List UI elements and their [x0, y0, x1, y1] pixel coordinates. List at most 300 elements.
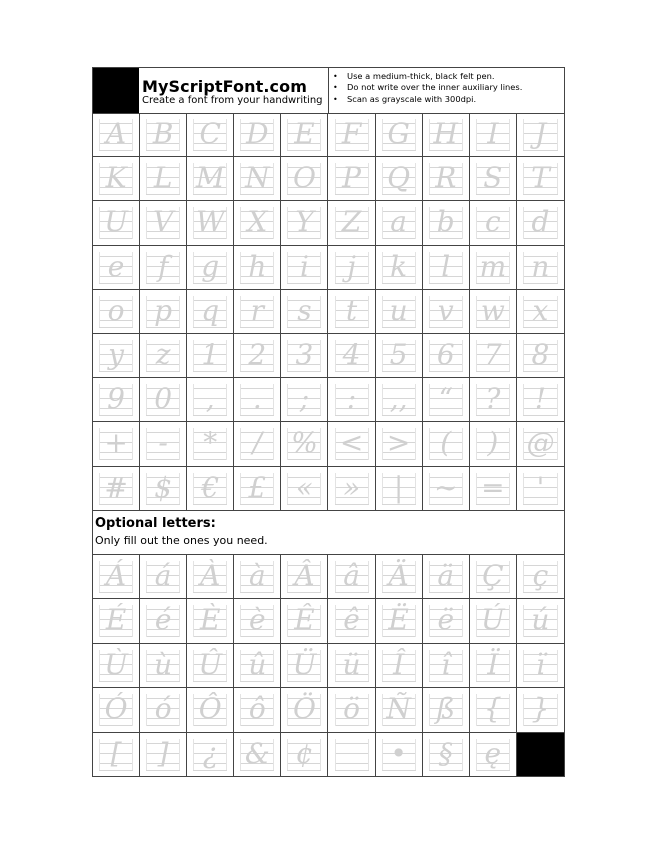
- glyph-cell: [93, 422, 140, 465]
- template-glyph: á: [154, 559, 172, 592]
- glyph-cell: [93, 644, 140, 687]
- instructions-box: [328, 68, 565, 113]
- template-glyph: ?: [485, 382, 501, 416]
- glyph-cell: [376, 467, 423, 510]
- template-glyph: Û: [198, 647, 223, 681]
- template-glyph: ;: [299, 382, 310, 416]
- glyph-cell: [517, 113, 564, 156]
- glyph-cell: [140, 246, 187, 289]
- template-glyph: Z: [341, 205, 362, 239]
- glyph-cell: [376, 334, 423, 377]
- template-glyph: ~: [434, 470, 458, 504]
- grid-row: [93, 113, 564, 157]
- template-glyph: Ê: [294, 603, 315, 637]
- template-glyph: ç: [532, 559, 549, 592]
- template-glyph: Á: [105, 559, 127, 592]
- glyph-cell: [93, 688, 140, 731]
- template-glyph: »: [342, 470, 361, 504]
- grid-row: [93, 378, 564, 422]
- template-glyph: H: [433, 117, 458, 150]
- instructions-list: [329, 68, 565, 105]
- template-glyph: D: [246, 117, 269, 150]
- template-glyph: ï: [535, 647, 545, 681]
- template-glyph: [: [110, 736, 122, 770]
- font-template-sheet: [92, 67, 565, 777]
- template-glyph: 7: [483, 338, 502, 371]
- guide-line: [335, 743, 369, 744]
- template-glyph: >: [386, 426, 411, 460]
- glyph-cell: [470, 113, 517, 156]
- template-glyph: Ë: [388, 603, 409, 637]
- grid-row: [93, 290, 564, 334]
- glyph-cell: [329, 334, 376, 377]
- glyph-cell: [329, 201, 376, 244]
- glyph-cell: [423, 378, 470, 421]
- template-glyph: ü: [342, 647, 361, 681]
- glyph-cell: [187, 378, 234, 421]
- grid-row: [93, 644, 564, 688]
- template-glyph: ]: [157, 736, 169, 770]
- template-glyph: o: [107, 293, 125, 327]
- template-glyph: ä: [437, 559, 455, 592]
- glyph-cell: [187, 599, 234, 642]
- grid-row: [93, 688, 564, 732]
- glyph-cell: [470, 290, 517, 333]
- template-glyph: Ä: [388, 559, 409, 592]
- grid-row: [93, 733, 564, 777]
- guide-side-line: [368, 739, 369, 770]
- template-glyph: £: [248, 470, 267, 504]
- glyph-cell: [470, 644, 517, 687]
- optional-section-header: [93, 511, 564, 555]
- template-glyph: }: [531, 692, 550, 726]
- template-glyph: 5: [389, 338, 408, 371]
- template-glyph: t: [345, 293, 358, 327]
- grid-row: [93, 555, 564, 599]
- template-glyph: *: [203, 426, 218, 460]
- glyph-cell: [517, 378, 564, 421]
- glyph-cell: [329, 422, 376, 465]
- glyph-cell: [140, 599, 187, 642]
- glyph-cell: [140, 688, 187, 731]
- glyph-cell: [140, 644, 187, 687]
- glyph-cell: [187, 246, 234, 289]
- glyph-cell: [281, 201, 328, 244]
- template-glyph: À: [200, 559, 221, 592]
- template-glyph: 3: [295, 338, 314, 371]
- grid-row: [93, 201, 564, 245]
- template-glyph: ô: [248, 692, 266, 726]
- template-glyph: z: [155, 338, 171, 371]
- template-glyph: u: [389, 293, 408, 327]
- template-glyph: ù: [154, 647, 173, 681]
- glyph-cell: [470, 467, 517, 510]
- glyph-cell: [329, 113, 376, 156]
- instruction-item: • Do not write over the inner auxiliary lines.: [347, 82, 565, 93]
- glyph-cell: [376, 246, 423, 289]
- glyph-cell: [281, 290, 328, 333]
- grid-row: [93, 599, 564, 643]
- glyph-cell: [187, 334, 234, 377]
- glyph-cell: [234, 422, 281, 465]
- template-glyph: h: [248, 249, 267, 283]
- glyph-cell: [423, 467, 470, 510]
- template-glyph: €: [201, 470, 220, 504]
- glyph-cell: [187, 467, 234, 510]
- template-glyph: Ó: [104, 692, 128, 726]
- template-glyph: ¿: [202, 736, 218, 770]
- template-glyph: Î: [393, 647, 405, 681]
- glyph-cell: [234, 644, 281, 687]
- glyph-cell: [140, 201, 187, 244]
- glyph-cell: [140, 422, 187, 465]
- instruction-item: • Use a medium-thick, black felt pen.: [347, 71, 565, 82]
- template-glyph: ú: [531, 603, 550, 637]
- template-glyph: (: [440, 426, 452, 460]
- template-glyph: Y: [295, 205, 314, 239]
- glyph-cell: [281, 157, 328, 200]
- glyph-cell: [187, 113, 234, 156]
- glyph-cell: [234, 290, 281, 333]
- glyph-cell: [281, 688, 328, 731]
- template-glyph: k: [390, 249, 408, 283]
- template-glyph: .: [252, 382, 262, 416]
- template-glyph: +: [104, 426, 128, 460]
- template-glyph: 0: [154, 382, 173, 416]
- template-glyph: @: [526, 426, 555, 460]
- glyph-cell: [93, 467, 140, 510]
- template-glyph: S: [483, 161, 503, 195]
- glyph-cell: [470, 688, 517, 731]
- template-glyph: Ç: [482, 559, 504, 592]
- glyph-cell: [470, 733, 517, 776]
- template-glyph: $: [154, 470, 173, 504]
- grid-row: [93, 157, 564, 201]
- grid-row: [93, 467, 564, 511]
- glyph-cell: [93, 733, 140, 776]
- template-glyph: !: [534, 382, 547, 416]
- glyph-cell: [281, 733, 328, 776]
- template-glyph: Â: [294, 559, 315, 592]
- template-glyph: û: [248, 647, 267, 681]
- grid-row: [93, 334, 564, 378]
- template-glyph: #: [104, 470, 128, 504]
- template-glyph: A: [105, 117, 127, 150]
- glyph-cell: [517, 688, 564, 731]
- template-glyph: L: [153, 161, 173, 195]
- template-glyph: Ö: [292, 692, 316, 726]
- glyph-cell: [470, 201, 517, 244]
- glyph-cell: [187, 422, 234, 465]
- glyph-cell: [281, 555, 328, 598]
- template-glyph: ê: [343, 603, 360, 637]
- template-glyph: r: [250, 293, 265, 327]
- template-glyph: e: [107, 249, 125, 283]
- optional-title: Optional letters:: [95, 516, 216, 531]
- glyph-cell: [517, 290, 564, 333]
- template-glyph: s: [297, 293, 312, 327]
- template-glyph: 8: [531, 338, 550, 371]
- template-glyph: J: [534, 117, 547, 150]
- template-glyph: m: [479, 249, 507, 283]
- glyph-cell: [329, 644, 376, 687]
- glyph-cell: [281, 644, 328, 687]
- filled-black-cell: [517, 733, 564, 776]
- template-glyph: -: [158, 426, 168, 460]
- glyph-cell: [517, 422, 564, 465]
- glyph-cell: [234, 555, 281, 598]
- template-glyph: Ï: [487, 647, 499, 681]
- template-glyph: v: [437, 293, 454, 327]
- glyph-cell: [376, 555, 423, 598]
- template-glyph: y: [108, 338, 124, 371]
- template-glyph: Ô: [198, 692, 222, 726]
- glyph-cell: [93, 334, 140, 377]
- glyph-cell: [93, 246, 140, 289]
- glyph-cell: [140, 157, 187, 200]
- glyph-cell: [423, 290, 470, 333]
- glyph-cell: [187, 157, 234, 200]
- template-glyph: W: [195, 205, 225, 239]
- glyph-cell: [93, 290, 140, 333]
- glyph-cell: [470, 422, 517, 465]
- glyph-cell: [470, 599, 517, 642]
- glyph-cell: [517, 644, 564, 687]
- glyph-cell: [376, 733, 423, 776]
- template-glyph: &: [244, 736, 270, 770]
- template-glyph: ': [536, 470, 545, 504]
- guide-line: [335, 763, 369, 764]
- template-glyph: 6: [436, 338, 455, 371]
- glyph-cell: [329, 555, 376, 598]
- glyph-cell: [517, 555, 564, 598]
- template-glyph: C: [199, 117, 221, 150]
- glyph-cell: [281, 378, 328, 421]
- template-glyph: Ù: [104, 647, 128, 681]
- glyph-cell: [93, 599, 140, 642]
- template-glyph: V: [153, 205, 174, 239]
- template-glyph: 9: [107, 382, 125, 416]
- glyph-cell: [93, 555, 140, 598]
- template-glyph: M: [195, 161, 225, 195]
- black-corner-block: [93, 68, 139, 113]
- template-glyph: Ü: [292, 647, 317, 681]
- glyph-cell: [187, 733, 234, 776]
- glyph-cell: [329, 467, 376, 510]
- template-glyph: ę: [484, 736, 502, 770]
- glyph-cell: [423, 733, 470, 776]
- template-glyph: ß: [436, 692, 456, 726]
- glyph-cell: [423, 246, 470, 289]
- glyph-cell: [281, 599, 328, 642]
- template-glyph: ö: [343, 692, 360, 726]
- template-glyph: â: [343, 559, 360, 592]
- template-glyph: p: [154, 293, 173, 327]
- glyph-cell: [234, 334, 281, 377]
- glyph-cell: [470, 334, 517, 377]
- site-subtitle: Create a font from your handwriting: [142, 95, 323, 106]
- glyph-cell: [423, 334, 470, 377]
- glyph-cell: [423, 157, 470, 200]
- glyph-cell: [470, 246, 517, 289]
- glyph-cell: [376, 201, 423, 244]
- glyph-cell: [93, 201, 140, 244]
- site-title: MyScriptFont.com: [142, 77, 307, 96]
- glyph-cell: [281, 467, 328, 510]
- glyph-cell: [140, 113, 187, 156]
- template-glyph: È: [200, 603, 221, 637]
- template-glyph: Ñ: [386, 692, 411, 726]
- glyph-cell: [423, 555, 470, 598]
- template-glyph: î: [441, 647, 451, 681]
- glyph-cell: [93, 113, 140, 156]
- template-glyph: d: [531, 205, 550, 239]
- guide-side-line: [335, 739, 336, 770]
- template-glyph: P: [342, 161, 361, 195]
- glyph-cell: [140, 555, 187, 598]
- glyph-cell: [376, 422, 423, 465]
- glyph-cell: [234, 688, 281, 731]
- glyph-cell: [517, 334, 564, 377]
- glyph-cell: [470, 378, 517, 421]
- glyph-cell: [281, 246, 328, 289]
- template-glyph: N: [245, 161, 270, 195]
- template-glyph: {: [483, 692, 502, 726]
- template-glyph: U: [104, 205, 128, 239]
- template-glyph: a: [390, 205, 407, 239]
- glyph-cell: [423, 113, 470, 156]
- glyph-cell: [234, 246, 281, 289]
- glyph-cell: [329, 157, 376, 200]
- glyph-cell: [140, 290, 187, 333]
- template-glyph: G: [387, 117, 410, 150]
- template-glyph: f: [157, 249, 169, 283]
- glyph-cell: [376, 113, 423, 156]
- optional-subtitle: Only fill out the ones you need.: [95, 534, 268, 547]
- template-glyph: j: [347, 249, 356, 283]
- glyph-cell: [376, 644, 423, 687]
- template-glyph: /: [252, 426, 263, 460]
- template-glyph: ó: [154, 692, 172, 726]
- template-glyph: b: [436, 205, 455, 239]
- template-glyph: K: [105, 161, 127, 195]
- template-glyph: é: [154, 603, 172, 637]
- template-glyph: ,: [205, 382, 215, 416]
- glyph-cell: [187, 201, 234, 244]
- glyph-cell: [329, 688, 376, 731]
- template-glyph: 2: [248, 338, 267, 371]
- template-glyph: O: [292, 161, 316, 195]
- glyph-cell: [281, 113, 328, 156]
- glyph-cell: [423, 688, 470, 731]
- grid-row: [93, 246, 564, 290]
- glyph-cell: [329, 290, 376, 333]
- glyph-cell: [376, 157, 423, 200]
- template-glyph: T: [531, 161, 550, 195]
- glyph-cell: [470, 555, 517, 598]
- glyph-cell: [376, 378, 423, 421]
- glyph-cell: [234, 733, 281, 776]
- template-glyph: ¢: [295, 736, 314, 770]
- template-glyph: x: [532, 293, 549, 327]
- glyph-cell: [376, 599, 423, 642]
- glyph-cell: [470, 157, 517, 200]
- glyph-cell: [423, 644, 470, 687]
- glyph-cell: [234, 467, 281, 510]
- glyph-cell: [140, 733, 187, 776]
- glyph-cell: [187, 290, 234, 333]
- guide-line: [335, 753, 369, 754]
- guide-line: [335, 770, 369, 771]
- template-glyph: =: [481, 470, 505, 504]
- glyph-cell: [281, 422, 328, 465]
- glyph-cell: [376, 290, 423, 333]
- glyph-cell: [423, 599, 470, 642]
- template-glyph: I: [487, 117, 499, 150]
- glyph-cell: [187, 688, 234, 731]
- template-glyph: g: [201, 249, 220, 283]
- template-glyph: Ú: [481, 603, 505, 637]
- template-glyph: Q: [387, 161, 411, 195]
- glyph-cell: [376, 688, 423, 731]
- template-glyph: •: [390, 736, 407, 770]
- glyph-cell: [234, 201, 281, 244]
- template-glyph: c: [485, 205, 501, 239]
- instruction-item: • Scan as grayscale with 300dpi.: [347, 94, 565, 105]
- glyph-cell: [423, 201, 470, 244]
- glyph-cell: [517, 246, 564, 289]
- template-glyph: E: [294, 117, 315, 150]
- glyph-cell: [281, 334, 328, 377]
- template-glyph: n: [531, 249, 550, 283]
- template-glyph: X: [247, 205, 268, 239]
- glyph-cell: [140, 378, 187, 421]
- template-glyph: %: [291, 426, 318, 460]
- glyph-cell: [187, 555, 234, 598]
- glyph-cell: [329, 378, 376, 421]
- glyph-cell: [93, 157, 140, 200]
- sheet-header: [93, 68, 564, 114]
- glyph-cell: [234, 378, 281, 421]
- template-glyph: q: [201, 293, 220, 327]
- glyph-cell: [329, 733, 376, 776]
- template-glyph: i: [299, 249, 309, 283]
- template-glyph: F: [341, 117, 362, 150]
- template-glyph: R: [435, 161, 457, 195]
- template-glyph: :: [346, 382, 357, 416]
- glyph-cell: [234, 157, 281, 200]
- glyph-cell: [234, 113, 281, 156]
- glyph-cell: [329, 246, 376, 289]
- glyph-cell: [517, 467, 564, 510]
- glyph-cell: [423, 422, 470, 465]
- template-glyph: 1: [201, 338, 220, 371]
- template-glyph: <: [339, 426, 364, 460]
- glyph-cell: [140, 467, 187, 510]
- template-glyph: §: [438, 736, 453, 770]
- template-glyph: |: [393, 470, 404, 504]
- template-glyph: «: [295, 470, 313, 504]
- glyph-cell: [517, 599, 564, 642]
- grid-row: [93, 422, 564, 466]
- template-glyph: 4: [342, 338, 361, 371]
- template-glyph: w: [480, 293, 505, 327]
- template-glyph: à: [248, 559, 266, 592]
- glyph-cell: [93, 378, 140, 421]
- template-glyph: “: [438, 382, 453, 416]
- template-glyph: l: [441, 249, 451, 283]
- glyph-cell: [517, 157, 564, 200]
